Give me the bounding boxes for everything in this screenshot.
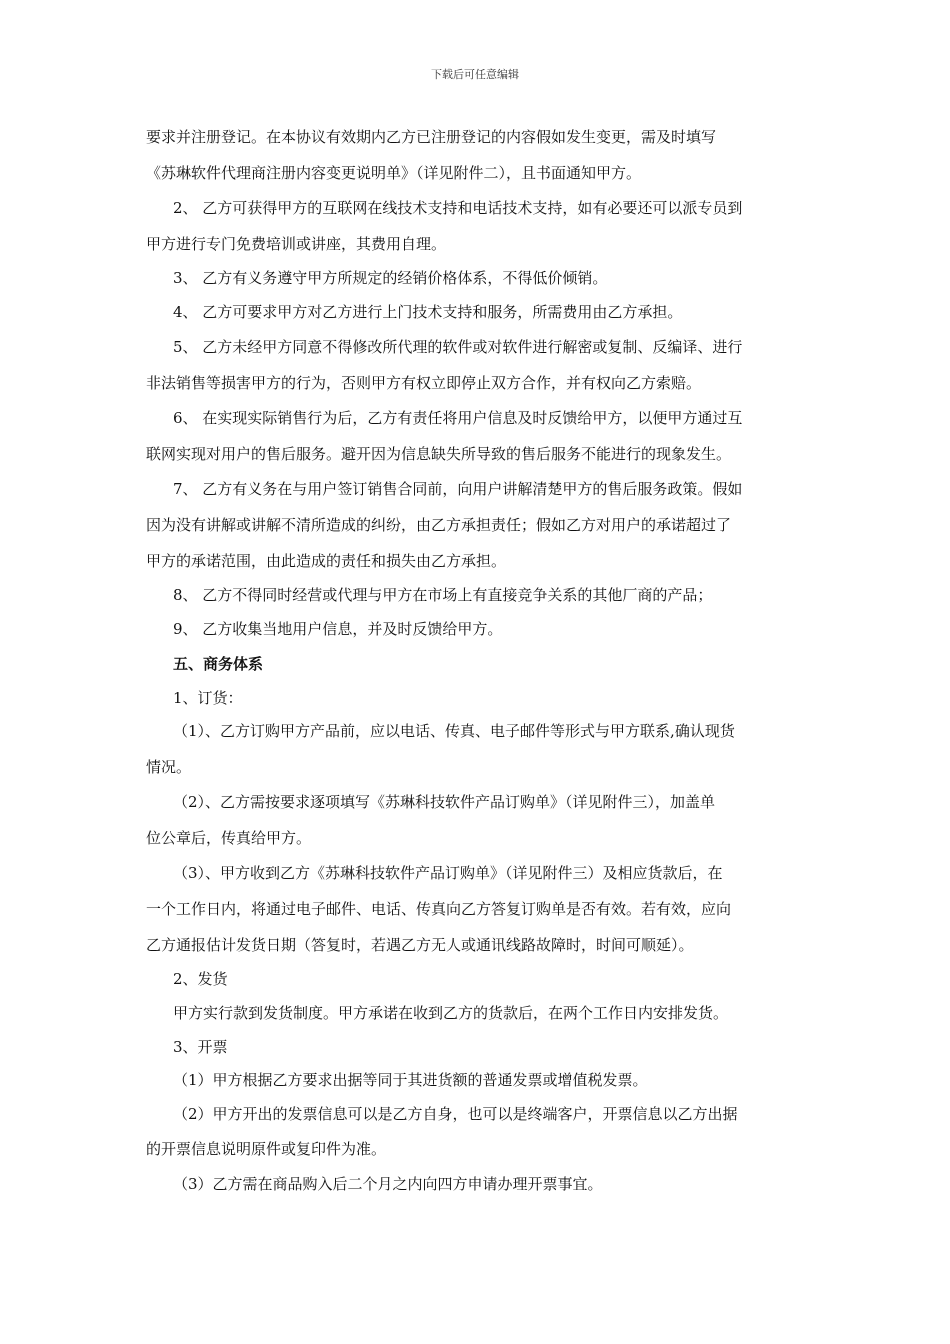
text-line: 3、 乙方有义务遵守甲方所规定的经销价格体系，不得低价倾销。 [173, 269, 608, 287]
text-line: 8、 乙方不得同时经营或代理与甲方在市场上有直接竞争关系的其他厂商的产品； [173, 586, 713, 604]
text-line: 1、订货： [173, 689, 243, 707]
text-line: 6、 在实现实际销售行为后，乙方有责任将用户信息及时反馈给甲方，以便甲方通过互 [173, 409, 743, 427]
text-line: 甲方进行专门免费培训或讲座，其费用自理。 [146, 235, 447, 253]
text-line: 甲方的承诺范围，由此造成的责任和损失由乙方承担。 [146, 552, 507, 570]
text-line: 《苏琳软件代理商注册内容变更说明单》（详见附件二），且书面通知甲方。 [146, 164, 642, 182]
text-line: 7、 乙方有义务在与用户签订销售合同前，向用户讲解清楚甲方的售后服务政策。假如 [173, 480, 743, 498]
text-line: 一个工作日内，将通过电子邮件、电话、传真向乙方答复订购单是否有效。若有效，应向 [146, 900, 732, 918]
text-line: 9、 乙方收集当地用户信息，并及时反馈给甲方。 [173, 620, 503, 638]
text-line: 因为没有讲解或讲解不清所造成的纠纷，由乙方承担责任；假如乙方对用户的承诺超过了 [146, 516, 732, 534]
page-header: 下载后可任意编辑 [431, 68, 519, 81]
text-line: 3、开票 [173, 1038, 228, 1056]
text-line: 4、 乙方可要求甲方对乙方进行上门技术支持和服务，所需费用由乙方承担。 [173, 303, 683, 321]
text-line: 甲方实行款到发货制度。甲方承诺在收到乙方的货款后，在两个工作日内安排发货。 [173, 1004, 729, 1022]
text-line: 2、发货 [173, 970, 228, 988]
text-line: （3）、甲方收到乙方《苏琳科技软件产品订购单》（详见附件三）及相应货款后，在 [173, 864, 723, 882]
text-line: （2）甲方开出的发票信息可以是乙方自身，也可以是终端客户，开票信息以乙方出据 [173, 1105, 738, 1123]
text-line: （3）乙方需在商品购入后二个月之内向四方申请办理开票事宜。 [173, 1175, 603, 1193]
text-line: 非法销售等损害甲方的行为，否则甲方有权立即停止双方合作，并有权向乙方索赔。 [146, 374, 702, 392]
text-line: （1）甲方根据乙方要求出据等同于其进货额的普通发票或增值税发票。 [173, 1071, 648, 1089]
text-line: （2）、乙方需按要求逐项填写《苏琳科技软件产品订购单》（详见附件三），加盖单 [173, 793, 716, 811]
text-line: 情况。 [146, 758, 192, 776]
section-heading: 五、商务体系 [173, 655, 264, 673]
text-line: 5、 乙方未经甲方同意不得修改所代理的软件或对软件进行解密或复制、反编译、进行 [173, 338, 743, 356]
text-line: 要求并注册登记。在本协议有效期内乙方已注册登记的内容假如发生变更，需及时填写 [146, 128, 717, 146]
text-line: 位公章后，传真给甲方。 [146, 829, 312, 847]
text-line: 乙方通报估计发货日期（答复时，若遇乙方无人或通讯线路故障时，时间可顺延）。 [146, 936, 694, 954]
text-line: （1）、乙方订购甲方产品前，应以电话、传真、电子邮件等形式与甲方联系,确认现货 [173, 722, 735, 740]
text-line: 的开票信息说明原件或复印件为准。 [146, 1140, 387, 1158]
text-line: 2、 乙方可获得甲方的互联网在线技术支持和电话技术支持，如有必要还可以派专员到 [173, 199, 743, 217]
text-line: 联网实现对用户的售后服务。避开因为信息缺失所导致的售后服务不能进行的现象发生。 [146, 445, 732, 463]
